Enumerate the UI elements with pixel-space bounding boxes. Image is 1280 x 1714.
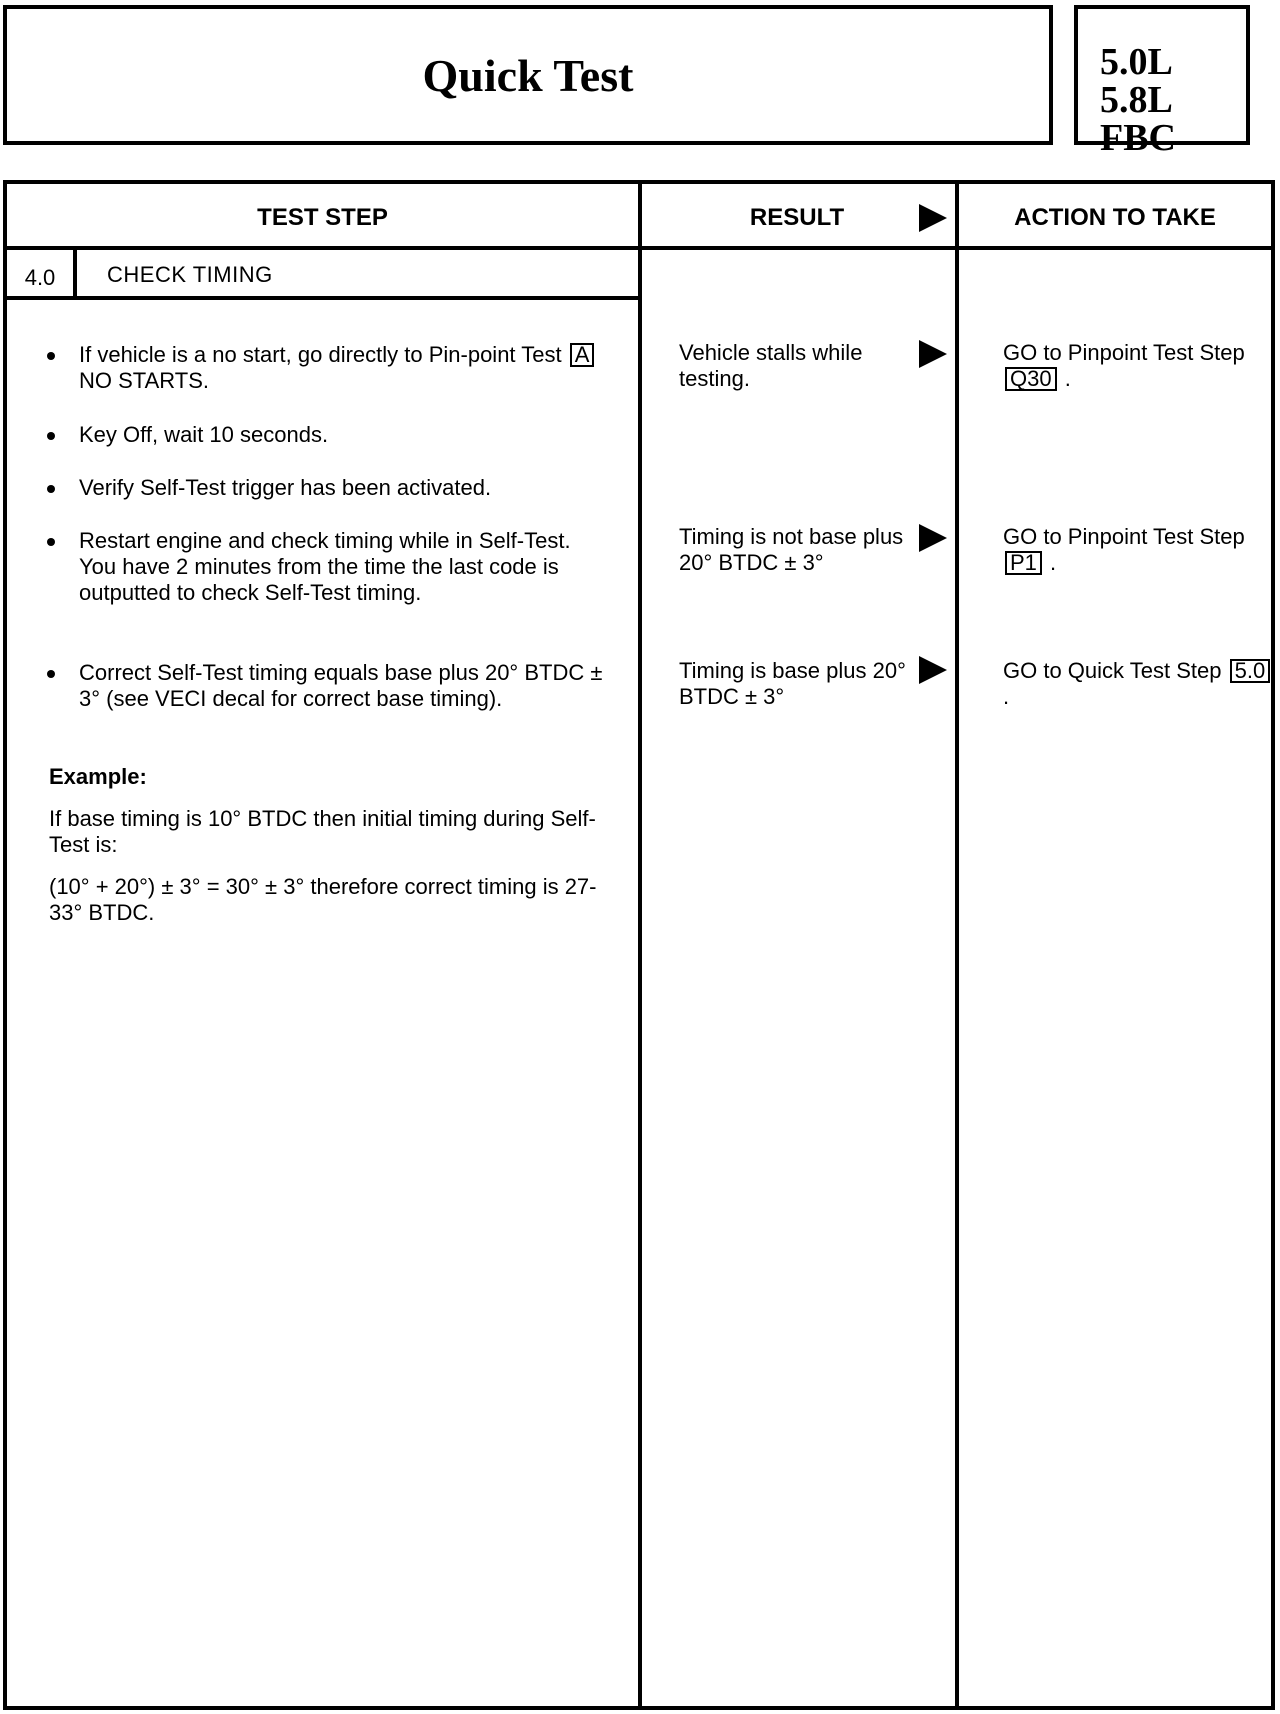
result-text: Timing is not base plus 20° BTDC ± 3° bbox=[679, 524, 904, 575]
list-item: Restart engine and check timing while in Self-Test. You have 2 minutes from the time the last code is outputted to check Self-Test timing. bbox=[47, 528, 607, 606]
step-number-divider bbox=[73, 246, 77, 296]
header-rule bbox=[7, 246, 1271, 250]
bullet-icon bbox=[47, 670, 55, 678]
test-ref: A bbox=[570, 343, 595, 367]
result-text: Timing is base plus 20° BTDC ± 3° bbox=[679, 658, 906, 709]
page-title: Quick Test bbox=[422, 50, 634, 101]
engine-box bbox=[1074, 5, 1250, 159]
arrow-right-icon bbox=[919, 204, 947, 232]
bullet-icon bbox=[47, 485, 55, 493]
bullet-icon bbox=[47, 538, 55, 546]
test-ref: P1 bbox=[1005, 551, 1042, 575]
test-ref: 5.0 bbox=[1230, 659, 1271, 683]
arrow-right-icon bbox=[919, 340, 947, 368]
action-text: GO to Pinpoint Test Step Q30 . bbox=[1003, 340, 1245, 391]
result-text: Vehicle stalls while testing. bbox=[679, 340, 863, 391]
arrow-right-icon bbox=[919, 656, 947, 684]
step-title: CHECK TIMING bbox=[107, 262, 273, 287]
bullet-icon bbox=[47, 432, 55, 440]
action-text: GO to Quick Test Step 5.0 . bbox=[1003, 658, 1273, 710]
column-divider bbox=[955, 184, 959, 1706]
title-box bbox=[3, 5, 1053, 145]
example-text: If base timing is 10° BTDC then initial timing during Self-Test is: bbox=[49, 806, 596, 857]
list-item: If vehicle is a no start, go directly to Pin-point Test A NO STARTS. bbox=[47, 342, 607, 394]
step-rule bbox=[7, 296, 638, 300]
arrow-right-icon bbox=[919, 524, 947, 552]
header-test-step: TEST STEP bbox=[257, 204, 388, 231]
header-result: RESULT bbox=[749, 204, 845, 231]
step-number: 4.0 bbox=[24, 265, 56, 290]
example-label: Example: bbox=[49, 764, 147, 789]
header-action: ACTION TO TAKE bbox=[1014, 204, 1216, 231]
list-item: Key Off, wait 10 seconds. bbox=[47, 422, 607, 448]
action-text: GO to Pinpoint Test Step P1 . bbox=[1003, 524, 1245, 575]
list-item: Verify Self-Test trigger has been activated. bbox=[47, 475, 607, 501]
test-ref: Q30 bbox=[1005, 367, 1057, 391]
engine-label-2: 5.8L FBC bbox=[1100, 79, 1176, 159]
example-formula: (10° + 20°) ± 3° = 30° ± 3° therefore correct timing is 27-33° BTDC. bbox=[49, 874, 597, 925]
engine-label-1: 5.0L bbox=[1100, 41, 1173, 83]
bullet-icon bbox=[47, 352, 55, 360]
column-divider bbox=[638, 184, 642, 1706]
test-table bbox=[3, 180, 1275, 1710]
list-item: Correct Self-Test timing equals base plus 20° BTDC ± 3° (see VECI decal for correct base timing). bbox=[47, 660, 607, 712]
